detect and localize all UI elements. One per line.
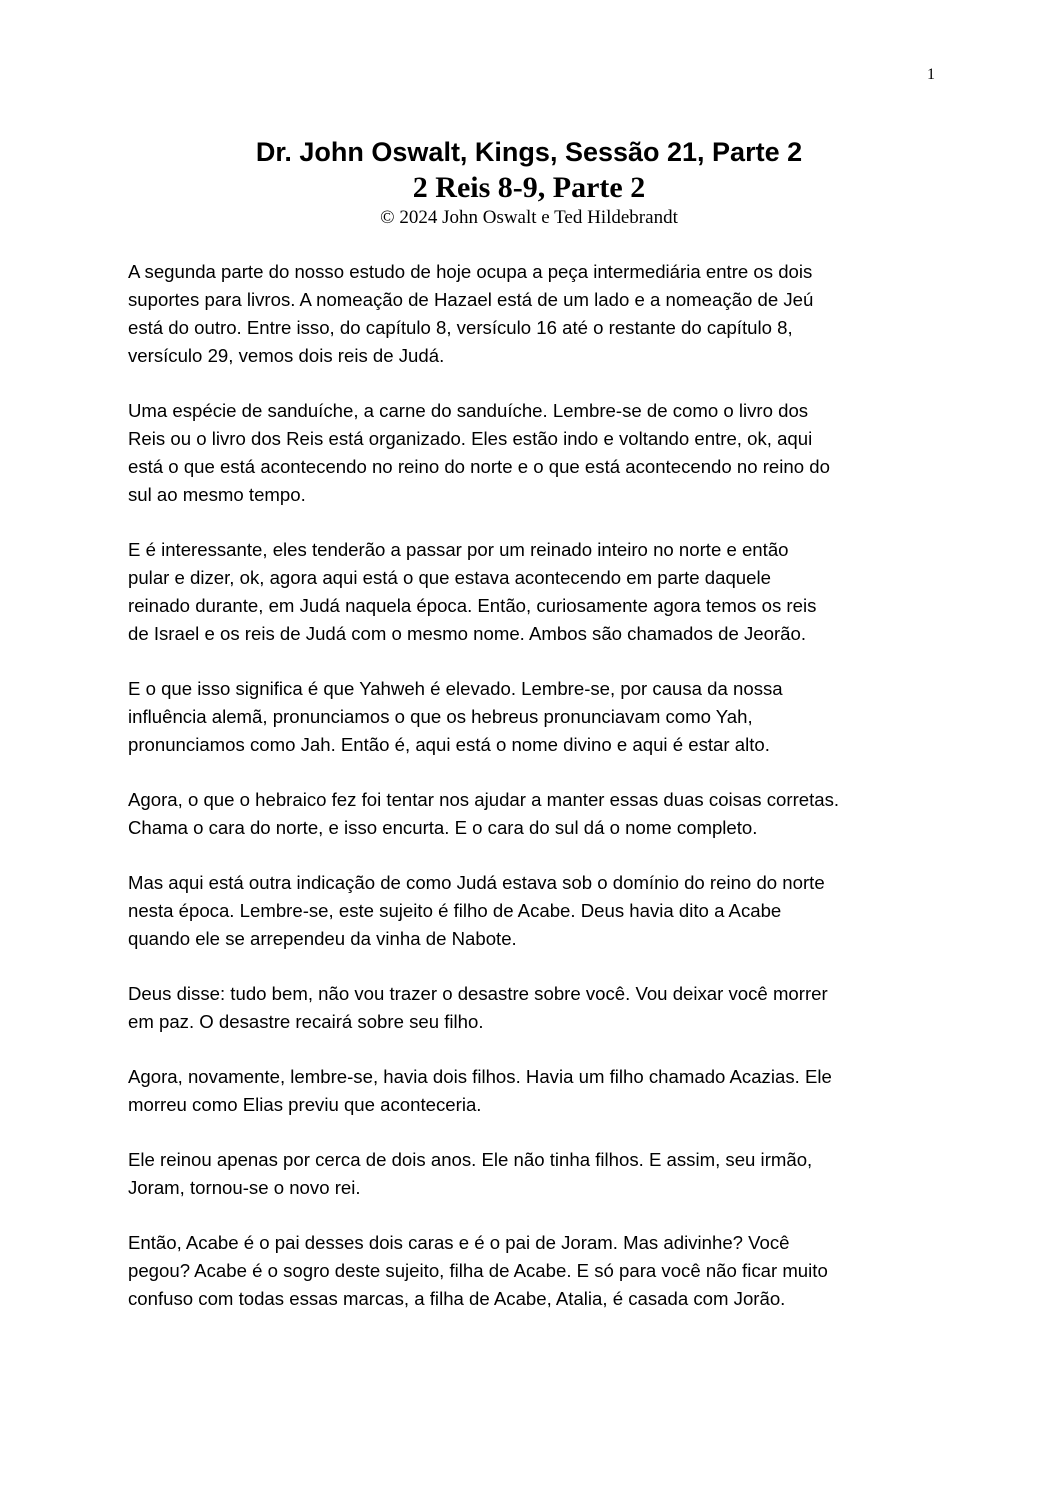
text-line: pronunciamos como Jah. Então é, aqui está o nome divino e aqui é estar alto. (128, 734, 770, 755)
paragraph (128, 258, 938, 370)
document-body (128, 258, 938, 1340)
text-line: de Israel e os reis de Judá com o mesmo nome. Ambos são chamados de Jeorão. (128, 623, 806, 644)
text-line: suportes para livros. A nomeação de Hazael está de um lado e a nomeação de Jeú (128, 289, 814, 310)
text-line: E é interessante, eles tenderão a passar por um reinado inteiro no norte e então (128, 539, 789, 560)
document-header (0, 134, 1058, 230)
document-title: Dr. John Oswalt, Kings, Sessão 21, Parte 2 (255, 137, 803, 167)
document-subtitle: 2 Reis 8-9, Parte 2 (412, 171, 646, 204)
paragraph (128, 786, 938, 842)
text-line: E o que isso significa é que Yahweh é elevado. Lembre-se, por causa da nossa (128, 678, 783, 699)
text-line: morreu como Elias previu que aconteceria. (128, 1094, 482, 1115)
text-line: reinado durante, em Judá naquela época. Então, curiosamente agora temos os reis (128, 595, 817, 616)
text-line: Agora, novamente, lembre-se, havia dois filhos. Havia um filho chamado Acazias. Ele (128, 1066, 832, 1087)
text-line: A segunda parte do nosso estudo de hoje ocupa a peça intermediária entre os dois (128, 261, 813, 282)
paragraph (128, 980, 938, 1036)
text-line: confuso com todas essas marcas, a filha de Acabe, Atalia, é casada com Jorão. (128, 1288, 786, 1309)
paragraph (128, 536, 938, 648)
text-line: está do outro. Entre isso, do capítulo 8, versículo 16 até o restante do capítulo 8, (128, 317, 793, 338)
text-line: Uma espécie de sanduíche, a carne do sanduíche. Lembre-se de como o livro dos (128, 400, 809, 421)
text-line: está o que está acontecendo no reino do norte e o que está acontecendo no reino do (128, 456, 830, 477)
text-line: pegou? Acabe é o sogro deste sujeito, filha de Acabe. E só para você não ficar muito (128, 1260, 828, 1281)
text-line: quando ele se arrependeu da vinha de Nabote. (128, 928, 517, 949)
text-line: Então, Acabe é o pai desses dois caras e é o pai de Joram. Mas adivinhe? Você (128, 1232, 790, 1253)
paragraph (128, 1229, 938, 1313)
paragraph (128, 397, 938, 509)
paragraph (128, 1146, 938, 1202)
text-line: Reis ou o livro dos Reis está organizado. Eles estão indo e voltando entre, ok, aqui (128, 428, 813, 449)
text-line: versículo 29, vemos dois reis de Judá. (128, 345, 445, 366)
text-line: Mas aqui está outra indicação de como Judá estava sob o domínio do reino do norte (128, 872, 825, 893)
text-line: nesta época. Lembre-se, este sujeito é filho de Acabe. Deus havia dito a Acabe (128, 900, 782, 921)
text-line: em paz. O desastre recairá sobre seu filho. (128, 1011, 484, 1032)
paragraph (128, 869, 938, 953)
copyright-notice: © 2024 John Oswalt e Ted Hildebrandt (380, 207, 678, 228)
text-line: Deus disse: tudo bem, não vou trazer o desastre sobre você. Vou deixar você morrer (128, 983, 828, 1004)
text-line: Agora, o que o hebraico fez foi tentar nos ajudar a manter essas duas coisas corretas. (128, 789, 840, 810)
text-line: pular e dizer, ok, agora aqui está o que estava acontecendo em parte daquele (128, 567, 771, 588)
text-line: Ele reinou apenas por cerca de dois anos. Ele não tinha filhos. E assim, seu irmão, (128, 1149, 813, 1170)
paragraph (128, 675, 938, 759)
text-line: Chama o cara do norte, e isso encurta. E o cara do sul dá o nome completo. (128, 817, 758, 838)
page-number: 1 (927, 66, 935, 83)
text-line: influência alemã, pronunciamos o que os hebreus pronunciavam como Yah, (128, 706, 753, 727)
text-line: sul ao mesmo tempo. (128, 484, 306, 505)
text-line: Joram, tornou-se o novo rei. (128, 1177, 361, 1198)
paragraph (128, 1063, 938, 1119)
